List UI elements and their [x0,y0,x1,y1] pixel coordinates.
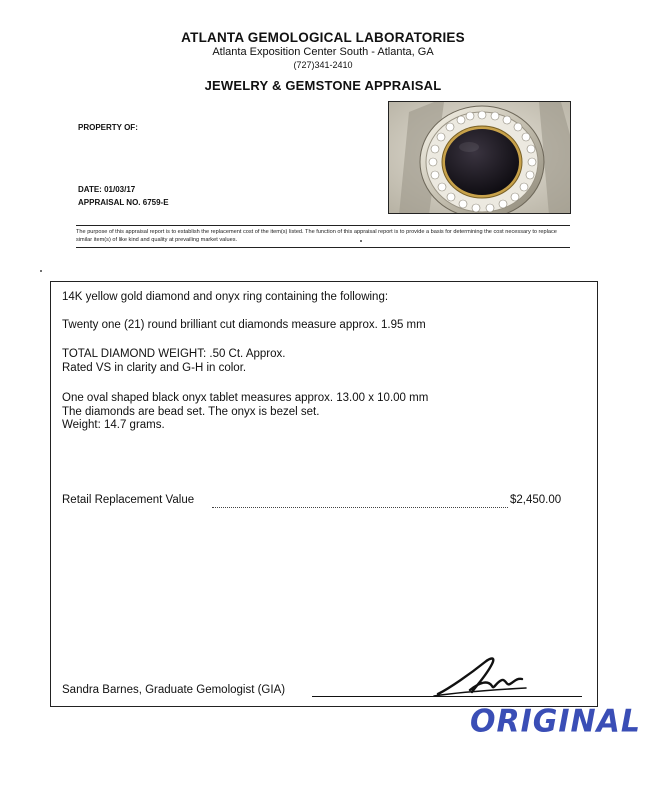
onyx-description: One oval shaped black onyx tablet measures approx. 13.00 x 10.00 mm The diamonds are bead set. The onyx is bezel set. Weight: 14.7 grams. [62,392,429,432]
property-of-label: PROPERTY OF: [78,123,138,132]
speck [40,270,42,272]
lab-name: ATLANTA GEMOLOGICAL LABORATORIES [181,30,465,45]
retail-leader-dots [212,494,508,508]
signature-line [312,696,582,697]
item-description: 14K yellow gold diamond and onyx ring containing the following: [62,291,389,303]
appraisal-number-field: APPRAISAL NO. 6759-E [78,198,169,207]
handwritten-signature-icon [430,652,530,705]
original-stamp: ORIGINAL [470,703,641,740]
speck [360,240,362,242]
diamond-weight-description: TOTAL DIAMOND WEIGHT: .50 Ct. Approx. Rated VS in clarity and G-H in color. [62,348,286,374]
lab-address: Atlanta Exposition Center South - Atlanta, GA [212,46,434,58]
purpose-statement: The purpose of this appraisal report is to establish the replacement cost of the item(s) listed. The function of this appraisal report is to provide a basis for determining the cost necessary to replace similar item(s) of like kind and quality at prevailing market values. [76,229,557,243]
diamond-count-description: Twenty one (21) round brilliant cut diamonds measure approx. 1.95 mm [62,319,426,331]
document-title: JEWELRY & GEMSTONE APPRAISAL [204,78,442,93]
onyx-diamond-ring-photo-icon [389,102,571,214]
divider-bottom [76,247,570,248]
date-field: DATE: 01/03/17 [78,185,136,194]
divider-top [76,225,570,226]
retail-value-label: Retail Replacement Value [62,494,195,506]
ring-photo [388,101,571,214]
retail-value-amount: $2,450.00 [510,494,562,506]
gemologist-signature-label: Sandra Barnes, Graduate Gemologist (GIA) [62,684,286,696]
lab-phone: (727)341-2410 [293,60,353,70]
